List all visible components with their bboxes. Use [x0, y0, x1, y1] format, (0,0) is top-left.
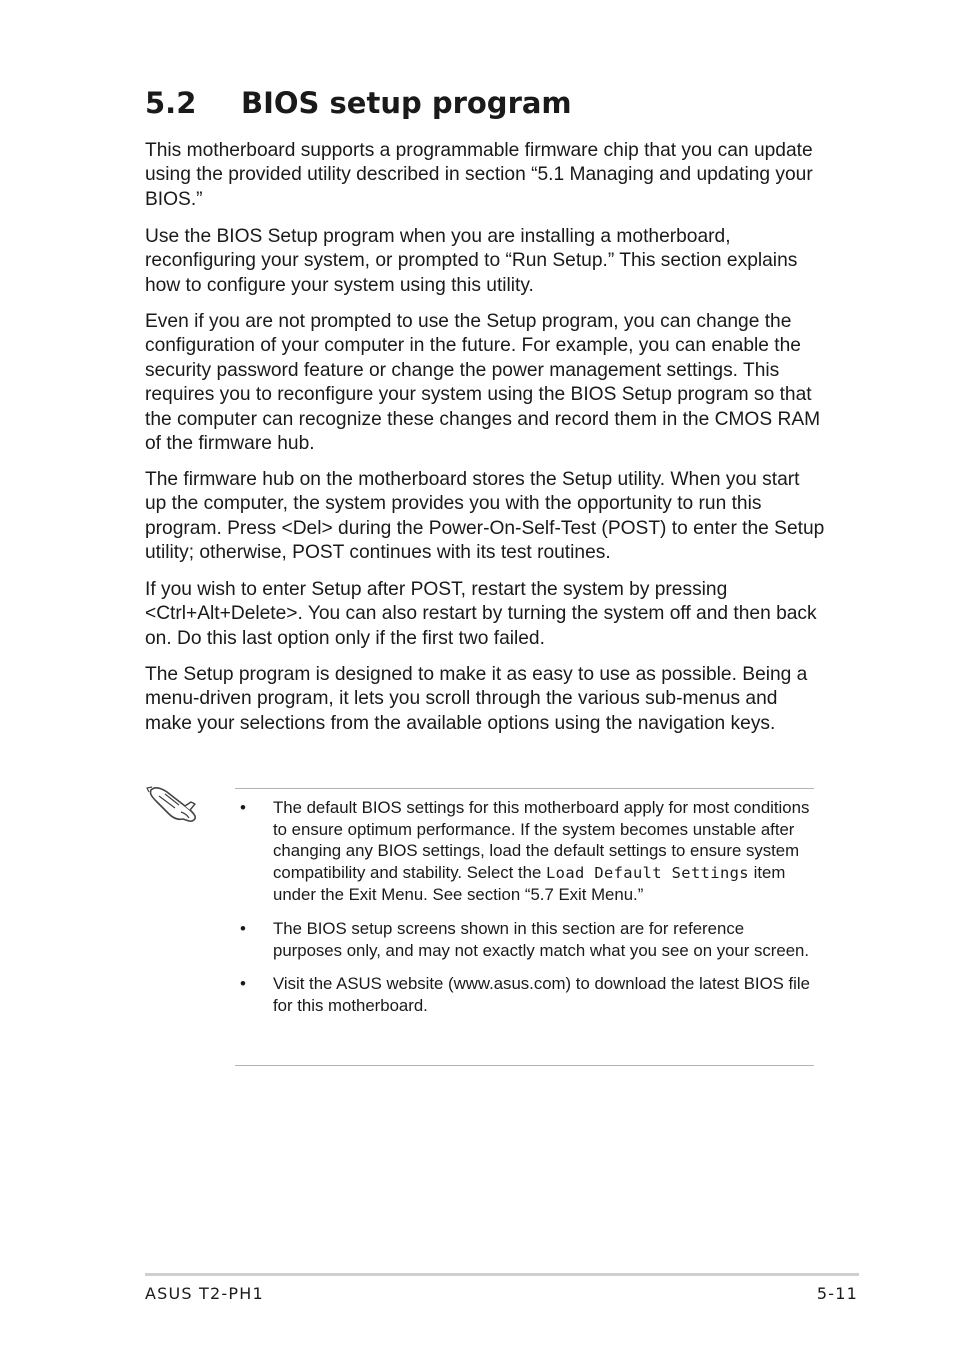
note-list	[235, 797, 814, 1028]
menu-driven-paragraph: The Setup program is designed to make it as easy to use as possible. Being a menu-driven program, it lets you scroll through the various sub-menus and make your selections from the available options using the navigation keys.	[145, 664, 808, 734]
bullet: •	[240, 798, 246, 817]
footer-product-name: ASUS T2-PH1	[145, 1284, 264, 1303]
firmware-hub-paragraph: The firmware hub on the motherboard stores the Setup utility. When you start up the computer, the system provides you with the opportunity to run this program. Press <Del> during the Power-On-Self-Test (POST) to enter the Setup utility; otherwise, POST continues with its test routines.	[145, 469, 825, 564]
hand-writing-note-icon	[145, 782, 199, 826]
restart-paragraph: If you wish to enter Setup after POST, restart the system by pressing <Ctrl+Alt+Delete>. You can also restart by turning the system off and then back on. Do this last option only if the first two failed.	[145, 579, 817, 649]
usage-paragraph: Use the BIOS Setup program when you are installing a motherboard, reconfiguring your system, or prompted to “Run Setup.” This section explains how to configure your system using this utility.	[145, 226, 798, 296]
section-number: 5.2	[145, 86, 197, 120]
note-text: The BIOS setup screens shown in this section are for reference purposes only, and may not exactly match what you see on your screen.	[273, 918, 810, 960]
note-text-after: item under the Exit Menu. See section “5.7 Exit Menu.”	[273, 862, 786, 905]
section-title: BIOS setup program	[241, 86, 572, 120]
note-text: Visit the ASUS website (www.asus.com) to download the latest BIOS file for this motherboard.	[273, 974, 810, 1015]
note-text-before: The default BIOS settings for this motherboard apply for most conditions to ensure optimum performance. If the system becomes unstable after changing any BIOS settings, load the default settings to ensure system compatibility and stability. Select the	[273, 798, 810, 882]
bullet: •	[240, 974, 246, 994]
intro-paragraph: This motherboard supports a programmable firmware chip that you can update using the provided utility described in section “5.1 Managing and updating your BIOS.”	[145, 140, 813, 210]
list-item	[235, 797, 814, 906]
configuration-paragraph: Even if you are not prompted to use the Setup program, you can change the configuration of your computer in the future. For example, you can enable the security password feature or change the power management settings. This requires you to reconfigure your system using the BIOS Setup program so that the computer can recognize these changes and record them in the CMOS RAM of the firmware hub.	[145, 311, 821, 455]
load-default-settings-label: Load Default Settings	[545, 863, 749, 882]
note-box	[235, 788, 814, 1066]
list-item	[235, 973, 814, 1016]
bullet: •	[240, 918, 246, 938]
footer-page-number: 5-11	[816, 1284, 858, 1303]
list-item	[235, 918, 814, 961]
footer-rule	[145, 1273, 859, 1276]
section-heading	[145, 86, 572, 120]
